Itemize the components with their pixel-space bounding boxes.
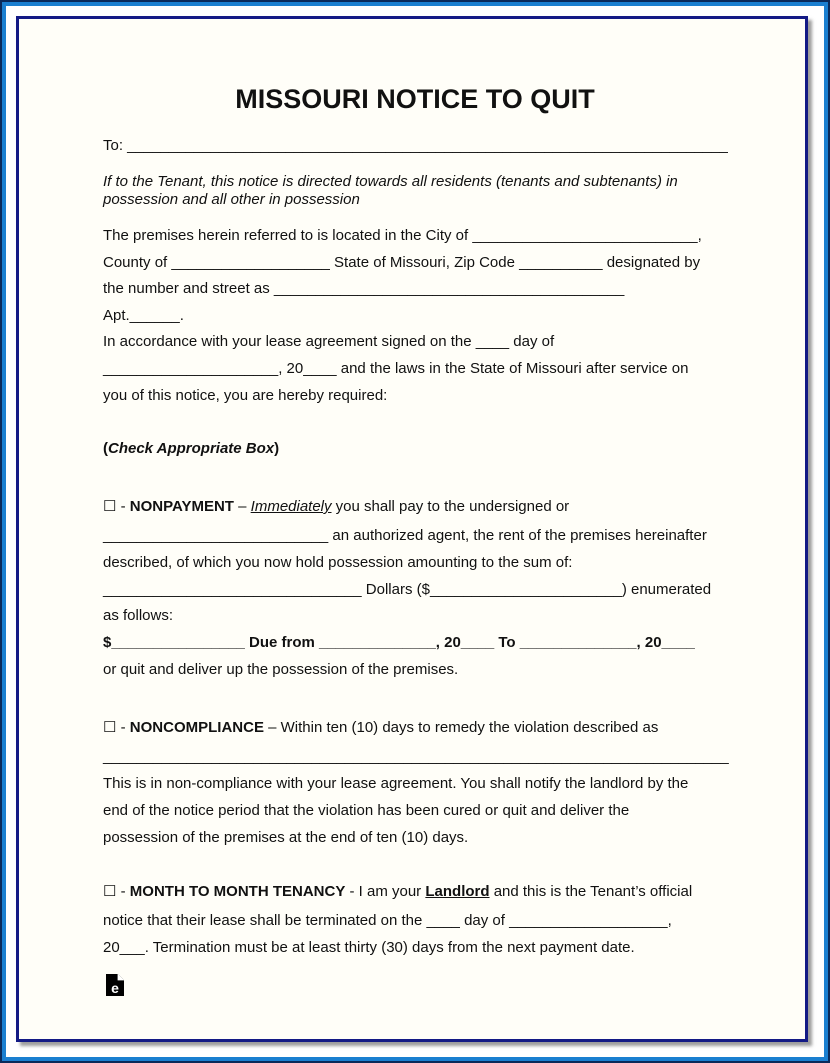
nonpayment-label: NONPAYMENT [129, 498, 234, 515]
noncompliance-line: end of the notice period that the violation has been cured or quit and deliver the [103, 802, 630, 819]
paren: ( [103, 440, 108, 457]
month-to-month-label: MONTH TO MONTH TENANCY [129, 883, 346, 900]
nonpayment-closing: or quit and deliver up the possession of the premises. [103, 661, 459, 678]
to-line: To: ________________________________________________________________________ [103, 137, 728, 154]
month-to-month-line: notice that their lease shall be terminated on the ____ day of ___________________, [103, 912, 672, 929]
dash: – [233, 498, 251, 515]
intro-text: possession and all other in possession [103, 191, 360, 208]
nonpayment-line: _______________________________ Dollars ($_______________________) enumerated [103, 581, 712, 598]
noncompliance-line: possession of the premises at the end of ten (10) days. [103, 829, 469, 846]
due-line: $________________ Due from ______________, 20____ To ______________, 20____ [103, 634, 695, 651]
check-heading-text: Check Appropriate Box [108, 440, 275, 457]
text: and this is the Tenant’s official [489, 883, 693, 900]
intro-line-1 [103, 173, 678, 191]
violation-blank: ___________________________________________________________________________ [103, 748, 729, 765]
immediately-text: Immediately [250, 498, 332, 515]
noncompliance-line: This is in non-compliance with your lease agreement. You shall notify the landlord by the [103, 775, 689, 792]
premises-line: _____________________, 20____ and the laws in the State of Missouri after service on [103, 360, 689, 377]
checkbox-month-to-month[interactable]: ☐ - [103, 883, 130, 900]
premises-line: In accordance with your lease agreement signed on the ____ day of [103, 333, 555, 350]
premises-line: The premises herein referred to is located in the City of ___________________________, [103, 227, 702, 244]
noncompliance-label: NONCOMPLIANCE [129, 719, 264, 736]
premises-line: you of this notice, you are hereby required: [103, 387, 388, 404]
noncompliance-option [103, 719, 658, 737]
nonpayment-line: as follows: [103, 607, 174, 624]
text: - I am your [345, 883, 426, 900]
svg-text:e: e [111, 980, 119, 996]
nonpayment-line: described, of which you now hold possession amounting to the sum of: [103, 554, 573, 571]
month-to-month-option [103, 883, 692, 901]
paren: ) [274, 440, 280, 457]
document-title: MISSOURI NOTICE TO QUIT [235, 84, 595, 114]
month-to-month-line: 20___. Termination must be at least thirty (30) days from the next payment date. [103, 939, 635, 956]
intro-line-2 [103, 191, 360, 209]
checkbox-noncompliance[interactable]: ☐ - [103, 719, 130, 736]
intro-text: If to the Tenant, this notice is directed towards all residents (tenants and subtenants) in [103, 173, 678, 190]
nonpayment-option [103, 498, 569, 516]
checkbox-nonpayment[interactable]: ☐ - [103, 498, 130, 515]
premises-line: Apt.______. [103, 307, 184, 324]
nonpayment-text: you shall pay to the undersigned or [331, 498, 570, 515]
premises-line: the number and street as __________________________________________ [103, 280, 625, 297]
noncompliance-text: – Within ten (10) days to remedy the violation described as [263, 719, 659, 736]
nonpayment-line: ___________________________ an authorized agent, the rent of the premises hereinafter [103, 527, 707, 544]
check-heading [103, 440, 279, 458]
document-logo-icon [106, 974, 124, 996]
premises-line: County of ___________________ State of Missouri, Zip Code __________ designated by [103, 254, 701, 271]
landlord-text: Landlord [425, 883, 490, 900]
